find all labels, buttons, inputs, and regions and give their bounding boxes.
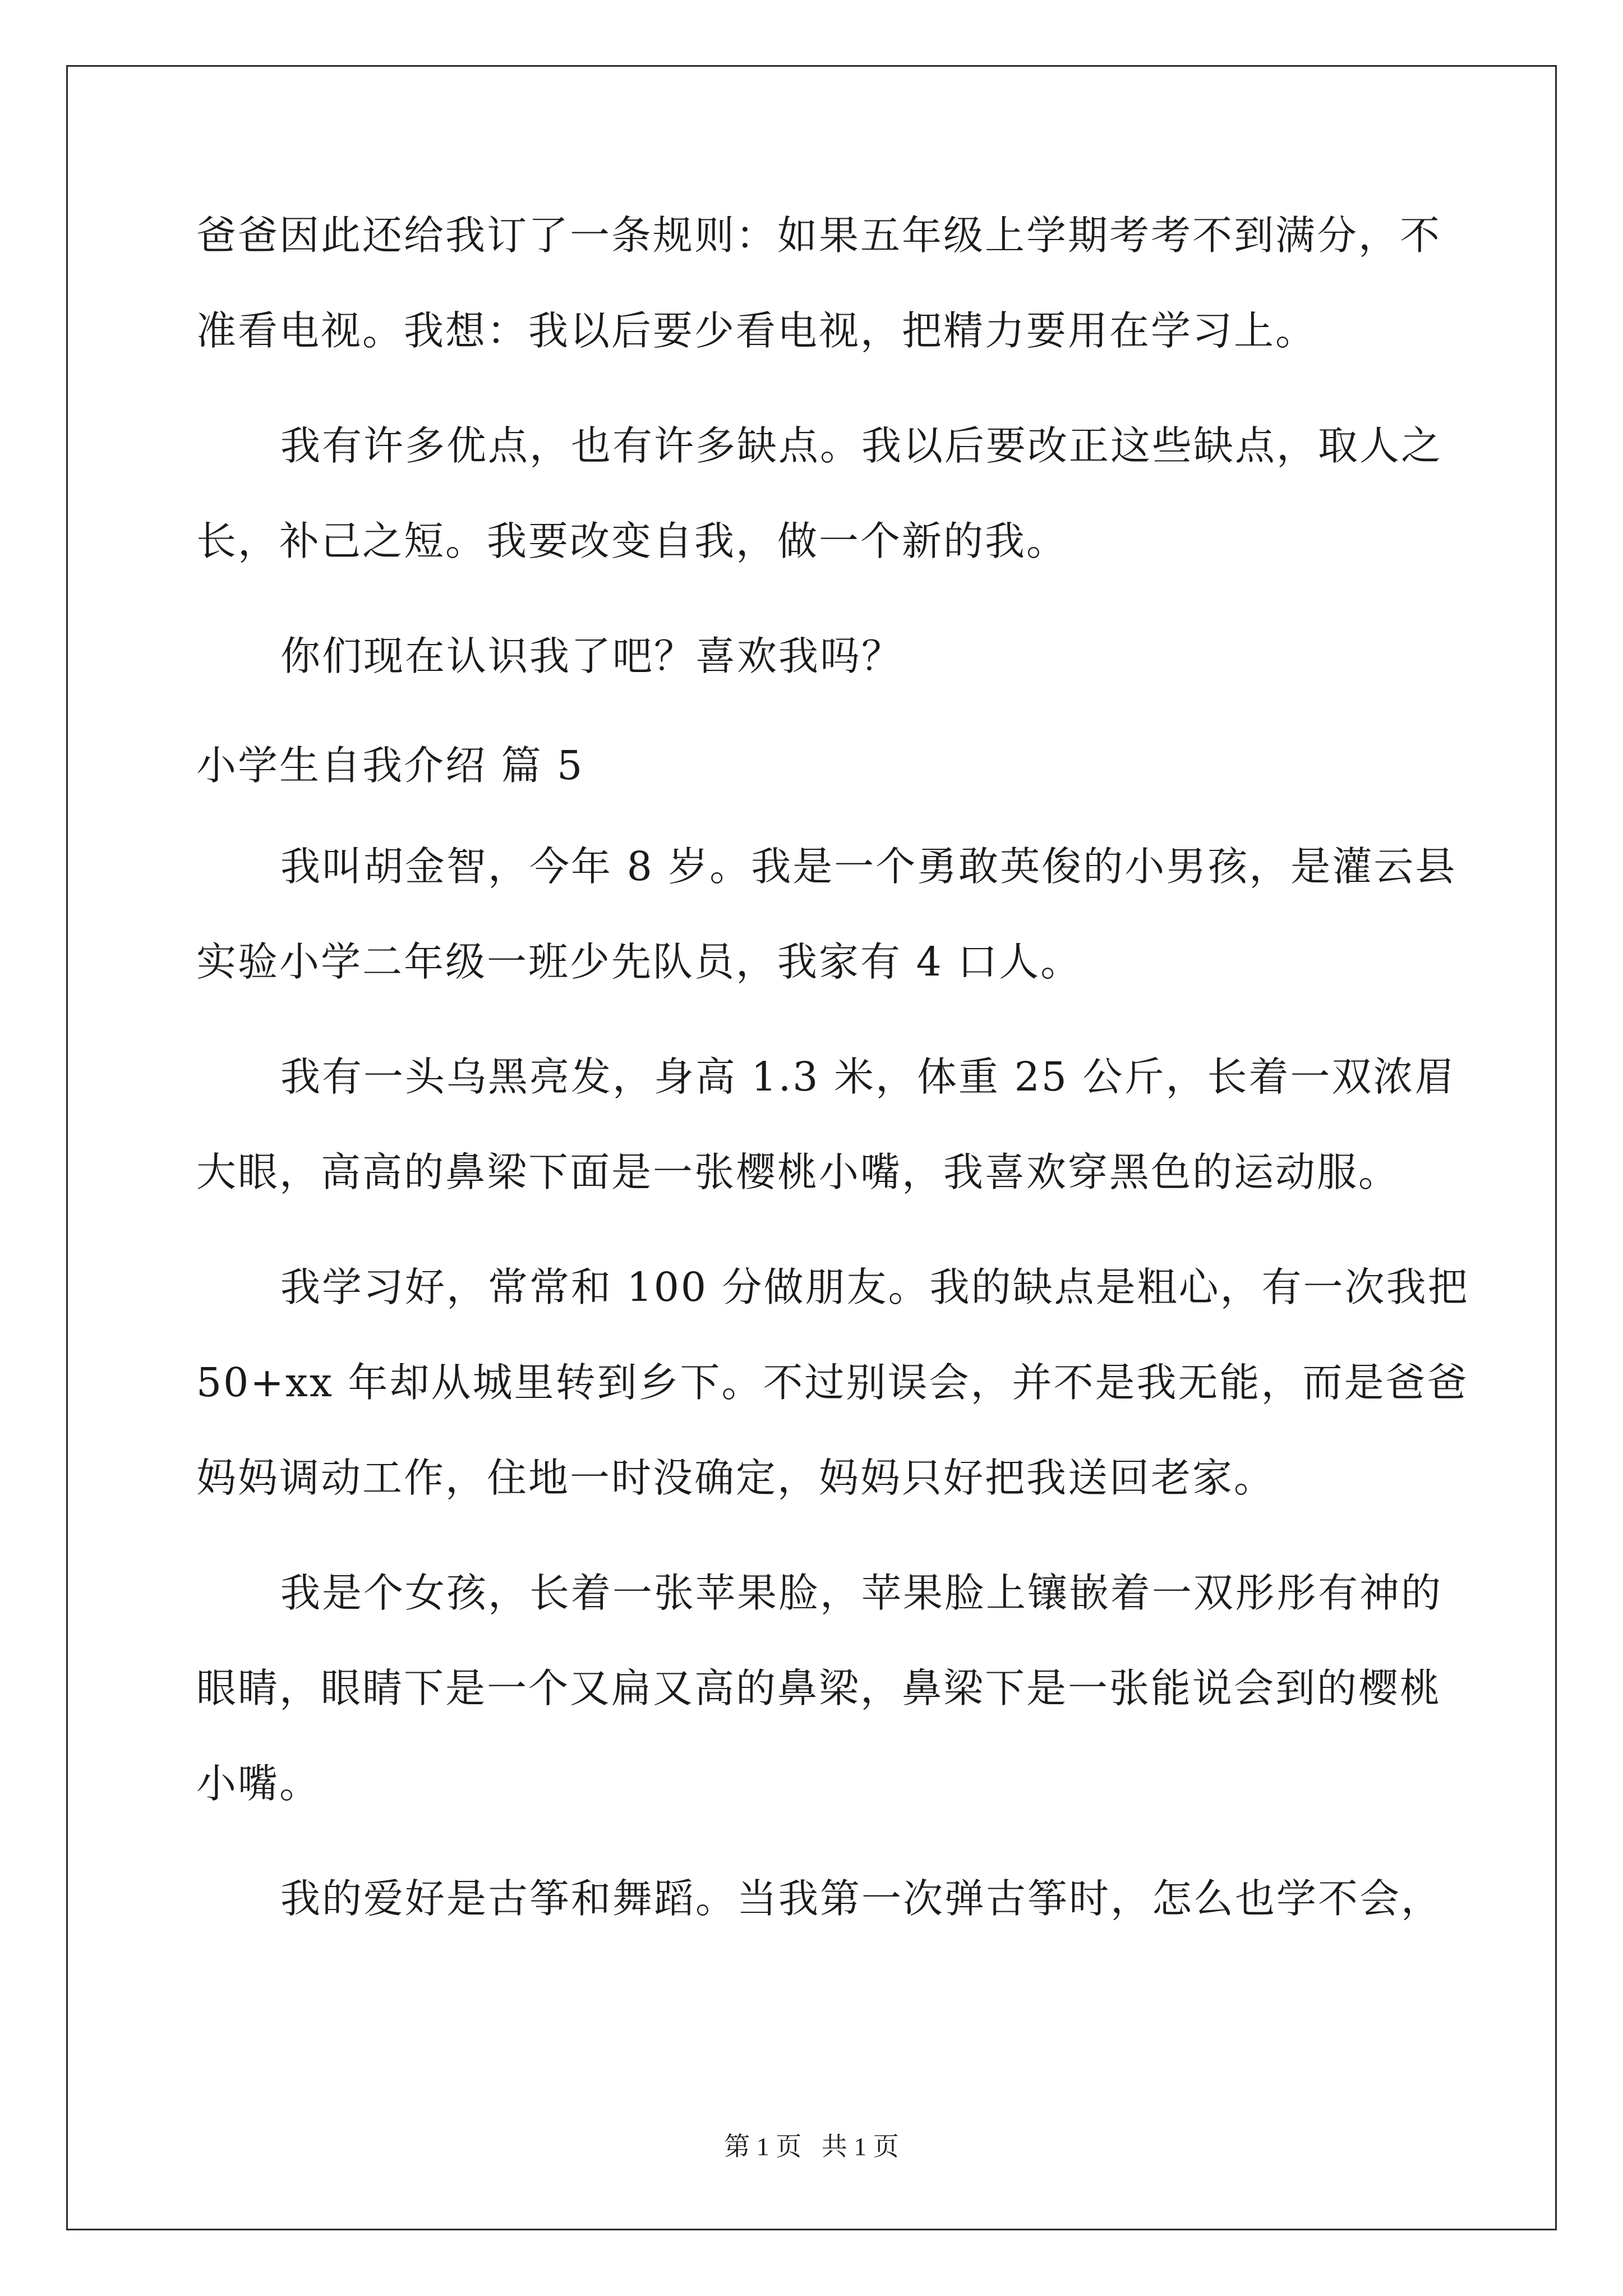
text-line: 长，补己之短。我要改变自我，做一个新的我。: [196, 518, 1068, 564]
paragraph-line: 我有一头乌黑亮发，身高 1.3 米，体重 25 公斤，长着一双浓眉: [280, 1053, 1456, 1100]
page-total: 共 1 页: [821, 2132, 899, 2161]
paragraph-line: 我叫胡金智，今年 8 岁。我是一个勇敢英俊的小男孩，是灌云县: [280, 843, 1457, 890]
page-number: 第 1 页: [724, 2132, 802, 2161]
page-footer: [0, 2126, 1623, 2163]
text-line: 50+xx 年却从城里转到乡下。不过别误会，并不是我无能，而是爸爸: [196, 1359, 1469, 1406]
text-line: 小嘴。: [196, 1760, 321, 1807]
text-line: 实验小学二年级一班少先队员，我家有 4 口人。: [196, 938, 1082, 985]
text-line: 大眼，高高的鼻梁下面是一张樱桃小嘴，我喜欢穿黑色的运动服。: [196, 1149, 1400, 1195]
paragraph-line: 我有许多优点，也有许多缺点。我以后要改正这些缺点，取人之: [280, 422, 1443, 469]
text-line: 爸爸因此还给我订了一条规则：如果五年级上学期考考不到满分，不: [196, 212, 1442, 259]
section-heading: 小学生自我介绍 篇 5: [196, 742, 584, 789]
paragraph-line: 我学习好，常常和 100 分做朋友。我的缺点是粗心，有一次我把: [280, 1264, 1469, 1310]
text-line: 眼睛，眼睛下是一个又扁又高的鼻梁，鼻梁下是一张能说会到的樱桃: [196, 1665, 1442, 1711]
paragraph-line: 我是个女孩，长着一张苹果脸，苹果脸上镶嵌着一双彤彤有神的: [280, 1570, 1443, 1616]
text-line: 准看电视。我想：我以后要少看电视，把精力要用在学习上。: [196, 307, 1317, 354]
paragraph-line: 我的爱好是古筝和舞蹈。当我第一次弹古筝时，怎么也学不会，: [280, 1875, 1443, 1922]
text-line: 妈妈调动工作，住地一时没确定，妈妈只好把我送回老家。: [196, 1455, 1276, 1501]
paragraph-line: 你们现在认识我了吧？喜欢我吗？: [280, 633, 903, 679]
